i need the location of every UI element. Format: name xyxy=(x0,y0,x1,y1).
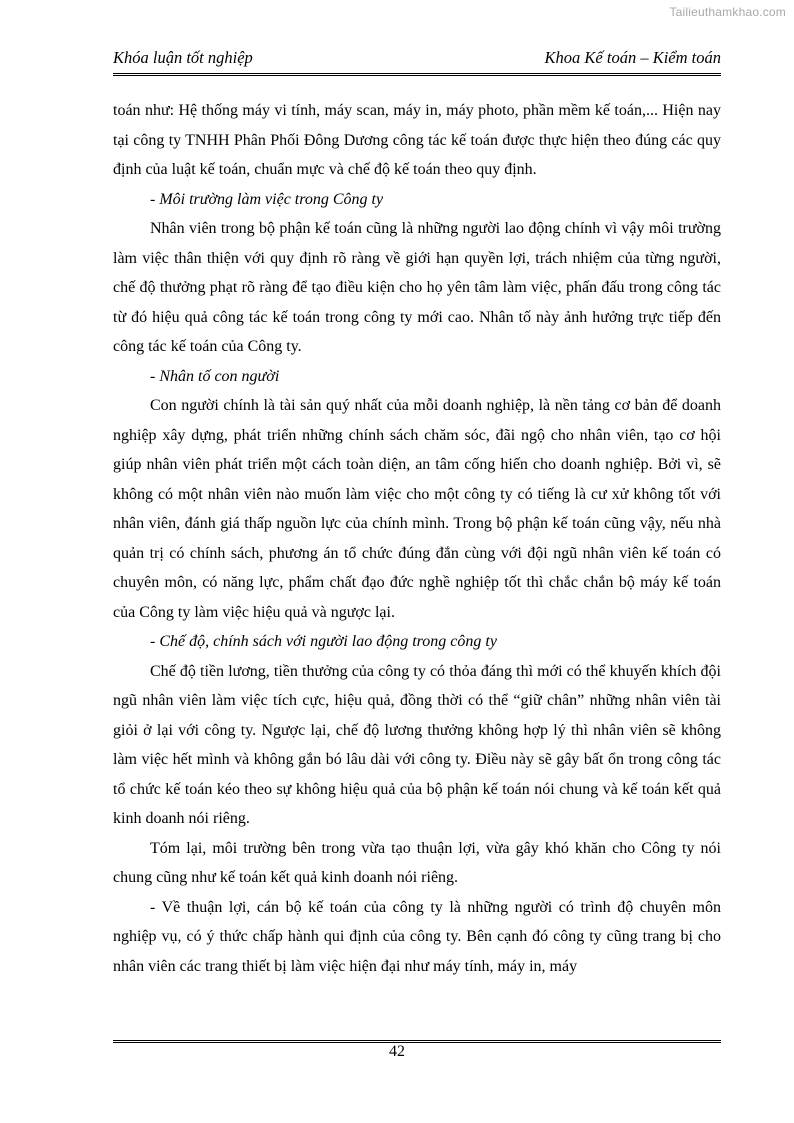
paragraph: - Về thuận lợi, cán bộ kế toán của công ty là những người có trình độ chuyên môn nghiệp vụ, có ý thức chấp hành qui định của công ty. Bên cạnh đó công ty cũng trang bị cho nhân viên các trang thiết bị làm việc hiện đại như máy tính, máy in, máy xyxy=(113,898,721,975)
paragraph: Nhân viên trong bộ phận kế toán cũng là những người lao động chính vì vậy môi trường làm việc thân thiện với quy định rõ ràng về giới hạn quyền lợi, trách nhiệm của từng người, chế độ thưởng phạt rõ ràng để tạo điều kiện cho họ yên tâm làm việc, phấn đấu trong công tác từ đó hiệu quả công tác kế toán trong công ty mới cao. Nhân tố này ảnh hưởng trực tiếp đến công tác kế toán của Công ty. xyxy=(113,220,721,355)
section-heading: - Môi trường làm việc trong Công ty xyxy=(150,190,384,208)
paragraph: Chế độ tiền lương, tiền thưởng của công ty có thỏa đáng thì mới có thể khuyến khích đội ngũ nhân viên làm việc tích cực, hiệu quả, đồng thời có thể “giữ chân” những nhân viên tài giỏi ở lại với công ty. Ngược lại, chế độ lương thưởng không hợp lý thì nhân viên sẽ không làm việc hết mình và không gắn bó lâu dài với công ty. Điều này sẽ gây bất ổn trong công tác tổ chức kế toán kéo theo sự không hiệu quả của bộ phận kế toán nói chung và kế toán kết quả kinh doanh nói riêng. xyxy=(113,662,721,827)
page-header xyxy=(113,48,721,68)
header-right-title: Khoa Kế toán – Kiểm toán xyxy=(544,48,721,67)
document-body xyxy=(113,96,721,981)
paragraph: Con người chính là tài sản quý nhất của mỗi doanh nghiệp, là nền tảng cơ bản để doanh nghiệp xây dựng, phát triển những chính sách chăm sóc, đãi ngộ cho nhân viên, tạo cơ hội giúp nhân viên phát triển một cách toàn diện, an tâm cống hiến cho doanh nghiệp. Bởi vì, sẽ không có một nhân viên nào muốn làm việc cho một công ty có tiếng là cư xử không tốt với nhân viên, đánh giá thấp nguồn lực của chính mình. Trong bộ phận kế toán cũng vậy, nếu nhà quản trị có chính sách, phương án tổ chức đúng đắn cùng với đội ngũ nhân viên kế toán có chuyên môn, có năng lực, phẩm chất đạo đức nghề nghiệp tốt thì chắc chắn bộ máy kế toán của Công ty làm việc hiệu quả và ngược lại. xyxy=(113,397,721,621)
section-heading: - Chế độ, chính sách với người lao động trong công ty xyxy=(150,633,497,650)
header-divider xyxy=(113,73,721,76)
page-number: 42 xyxy=(389,1043,405,1060)
paragraph: toán như: Hệ thống máy vi tính, máy scan, máy in, máy photo, phần mềm kế toán,... Hiện nay tại công ty TNHH Phân Phối Đông Dương công tác kế toán được thực hiện theo đúng các quy định của luật kế toán, chuẩn mực và chế độ kế toán theo quy định. xyxy=(113,102,721,178)
section-heading: - Nhân tố con người xyxy=(150,367,280,385)
watermark: Tailieuthamkhao.com xyxy=(669,5,786,19)
paragraph: Tóm lại, môi trường bên trong vừa tạo thuận lợi, vừa gây khó khăn cho Công ty nói chung cũng như kế toán kết quả kinh doanh nói riêng. xyxy=(113,839,721,886)
header-left-title: Khóa luận tốt nghiệp xyxy=(113,48,253,67)
